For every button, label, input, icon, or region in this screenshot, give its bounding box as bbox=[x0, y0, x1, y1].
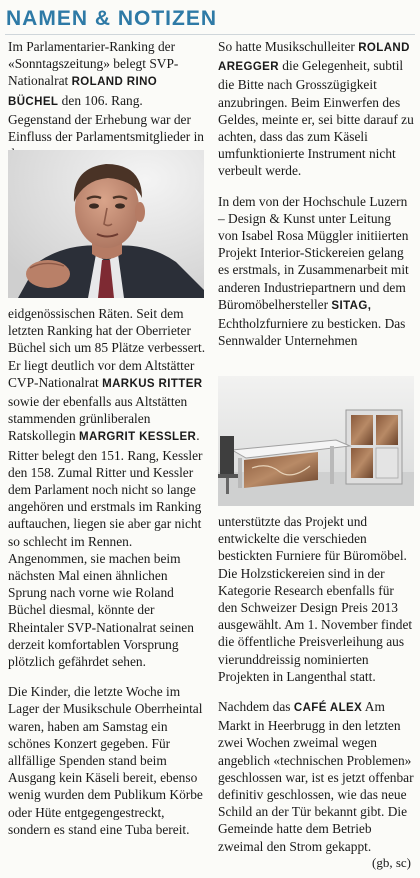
left-column-main bbox=[8, 305, 206, 865]
left-column-top bbox=[8, 38, 206, 148]
person-name: ROLAND RINO BÜCHEL bbox=[8, 76, 158, 108]
office-furniture-illustration bbox=[218, 376, 414, 506]
paragraph-embroidery-project: In dem von der Hochschule Luzern – Design & Kunst unter Leitung von Isabel Rosa Müggler initiierten Projekt Interior-Stickereien gelang es erstmals, in Zusammenarbeit mit anderen Industriepartnern und dem Büromöbelhersteller SITAG, Echtholzfurniere zu besticken. Das Sennwalder Unternehmen bbox=[218, 193, 409, 349]
paragraph-tuba: So hatte Musikschulleiter ROLAND AREGGER die Gelegenheit, subtil die Bitte nach Grosszügigkeit anzubringen. Beim Einwerfen des Geldes, meinte er, sei bitte darauf zu achten, dass das zum Käseli umfunktionierte Instrument nicht verbeult werde. bbox=[218, 39, 414, 179]
right-column-bottom bbox=[218, 513, 414, 855]
paragraph-ranking-intro: Im Parlamentarier-Ranking der «Sonntagszeitung» belegt SVP-Nationalrat ROLAND RINO BÜCHEL den 106. Rang. Gegenstand der Erhebung war der Einfluss der Parlamentsmitglieder in bbox=[8, 39, 204, 145]
section-headline: NAMEN & NOTIZEN bbox=[6, 7, 217, 30]
company-name: SITAG, bbox=[331, 299, 372, 312]
author-signature: (gb, sc) bbox=[372, 855, 411, 870]
paragraph-music-school: Die Kinder, die letzte Woche im Lager der Musikschule Oberrheintal waren, haben am Samstag ein schönes Konzert gegeben. Für allfällige Spenden stand beim Ausgang kein Käseli bereit, ebenso wenig wurden dem Publikum Körbe oder Hüte entgegengestreckt, sondern es stand eine Tuba bereit. bbox=[8, 684, 203, 837]
person-name: MARGRIT KESSLER bbox=[79, 431, 197, 444]
right-column-top bbox=[218, 38, 414, 368]
headline-rule bbox=[5, 34, 415, 35]
paragraph-design-prize: unterstützte das Projekt und entwickelte die verschieden bestickten Furniere für Büromöbel. Die Holzstickereien sind in der Kategorie Research ebenfalls für den Schweizer Design Preis 2013 ausgewählt. Am 1. November findet die öffentliche Preisverleihung aus vierunddreissig nominierten Projekten in Langenthal statt. bbox=[218, 514, 413, 684]
furniture-photo bbox=[218, 376, 414, 506]
paragraph-cafe-alex: Nachdem das CAFÉ ALEX Am Markt in Heerbrugg in den letzten zwei Wochen zweimal wegen angeblich «technischen Problemen» geschlossen war, ist es jetzt offenbar definitiv geschlossen, wie das neue Schild an der Tür bekannt gibt. Die Gemeinde hatte dem Betrieb zweimal den Strom gekappt. bbox=[218, 699, 414, 854]
business-name: CAFÉ ALEX bbox=[293, 702, 363, 715]
paragraph-ranking-details: eidgenössischen Räten. Seit dem letzten Ranking hat der Oberrieter Büchel sich um 85 Plätze verbessert. Er liegt deutlich vor dem Altstätter CVP-Nationalrat MARKUS RITTER sowie der ebenfalls aus Altstätten stammenden grünliberalen Ratskollegin MARGRIT KESSLER. Ritter belegt den 151. Rang, Kessler den 158. Zumal Ritter und Kessler dem Parlament noch nicht so lange angehören und erstmals im Ranking auftauchen, liegen sie aber gar nicht so schlecht im Rennen. Angenommen, sie machen beim nächsten Mal einen ähnlichen Sprung nach vorne wie Roland Büchel diesmal, könnte der Rheintaler SVP-Nationalrat seinen derzeit komfortablen Vorsprung plötzlich gefährdet sehen. bbox=[8, 306, 206, 670]
person-name: MARKUS RITTER bbox=[102, 377, 203, 390]
person-name: ROLAND AREGGER bbox=[218, 42, 410, 74]
portrait-illustration bbox=[8, 150, 204, 298]
portrait-photo bbox=[8, 150, 204, 298]
